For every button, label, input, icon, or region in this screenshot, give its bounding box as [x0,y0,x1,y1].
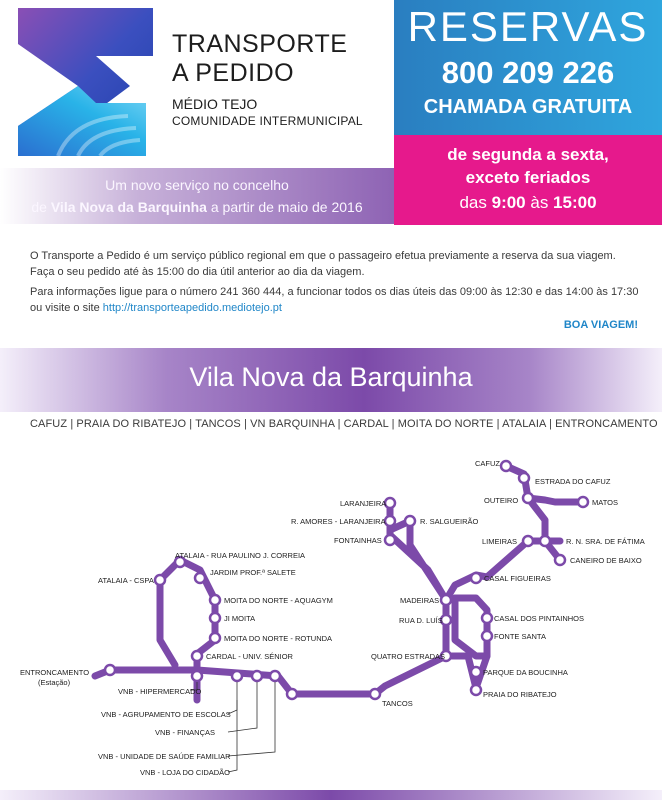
stop-label: ENTRONCAMENTO [20,668,90,677]
stop-marker [287,689,297,699]
stop-marker [482,631,492,641]
stop-marker [195,573,205,583]
stop-marker [441,595,451,605]
stop-label: CANEIRO DE BAIXO [570,556,642,565]
stop-label: CARDAL - UNIV. SÉNIOR [206,652,293,661]
stop-label: MOITA DO NORTE - AQUAGYM [224,596,333,605]
stop-label: RUA D. LUÍS [399,616,443,625]
stop-label: JARDIM PROF.ª SALETE [210,568,296,577]
stop-marker [482,613,492,623]
schedule-exception: exceto feriados [465,168,591,187]
sigma-logo-icon [18,8,158,160]
stop-label: MOITA DO NORTE - ROTUNDA [224,634,333,643]
stop-marker [105,665,115,675]
stop-label: (Estação) [38,678,71,687]
stop-label: LIMEIRAS [482,537,518,546]
stop-marker [385,498,395,508]
stop-marker [210,633,220,643]
schedule-days: de segunda a sexta, [447,145,609,164]
reservas-phone-number[interactable]: 800 209 226 [441,55,615,90]
stop-marker [252,671,262,681]
stop-label: CASAL FIGUEIRAS [484,574,551,583]
stop-marker [210,595,220,605]
stops-summary: CAFUZ | PRAIA DO RIBATEJO | TANCOS | VN BARQUINHA | CARDAL | MOITA DO NORTE | ATALAIA | ENTRONCAMENTO [30,418,658,430]
new-service-line1: Um novo serviço no concelho [105,177,289,193]
stop-marker [540,536,550,546]
stop-label: OUTEIRO [484,496,519,505]
stop-marker [192,651,202,661]
stop-marker [471,573,481,583]
reservas-title: RESERVAS [407,3,649,50]
stop-label: VNB - FINANÇAS [155,728,216,737]
stop-marker [210,613,220,623]
municipality-band [0,348,662,412]
stop-marker [523,536,533,546]
stop-marker [370,689,380,699]
stop-label: ESTRADA DO CAFUZ [535,477,611,486]
reservas-free-call: CHAMADA GRATUITA [423,96,633,118]
stop-marker [523,493,533,503]
stop-label: VNB - AGRUPAMENTO DE ESCOLAS [101,710,231,719]
stop-label: LARANJEIRA [340,499,387,508]
stop-marker [232,671,242,681]
stop-label: CAFUZ [475,459,500,468]
stop-marker [192,671,202,681]
stop-label: FONTAINHAS [334,536,382,545]
stop-labels [20,459,645,777]
schedule-hours: das 9:00 às 15:00 [459,193,597,212]
reservas-panel [394,0,662,135]
stop-marker [471,685,481,695]
stop-label: FONTE SANTA [494,632,546,641]
stop-marker [270,671,280,681]
info-paragraph-2: Para informações ligue para o número 241 360 444, a funcionar todos os dias úteis das 09:00 às 12:30 e das 14:00 às 17:30 ou visite o site http://transporteapedido.mediotejo.pt [30,286,639,314]
stop-marker [155,575,165,585]
stop-label: QUATRO ESTRADAS [371,652,446,661]
stop-label: R. SALGUEIRÃO [420,517,479,526]
stop-label: JI MOITA [224,614,256,623]
brand-title-line2: A PEDIDO [172,59,295,87]
new-service-line2: de Vila Nova da Barquinha a partir de maio de 2016 [31,199,363,215]
brand-subtitle-region: MÉDIO TEJO [172,96,258,112]
brand-title-line1: TRANSPORTE [172,30,348,58]
stop-marker [555,555,565,565]
bottom-band [0,790,662,800]
stop-label: CASAL DOS PINTAINHOS [494,614,585,623]
municipality-title: Vila Nova da Barquinha [189,362,473,392]
new-service-banner [0,168,394,224]
stop-marker [501,461,511,471]
stop-marker [385,516,395,526]
stop-label: ATALAIA - RUA PAULINO J. CORREIA [175,551,306,560]
stop-label: VNB - HIPERMERCADO [118,687,202,696]
stop-label: TANCOS [382,699,413,708]
stop-marker [405,516,415,526]
stop-label: R. N. SRA. DE FÁTIMA [566,537,645,546]
stop-marker [519,473,529,483]
stop-label: R. AMORES - LARANJEIRA [291,517,386,526]
route-map [0,440,662,790]
info-paragraph-1: O Transporte a Pedido é um serviço público regional em que o passageiro efetua previamente a reserva da sua viagem. Faça o seu pedido até às 15:00 do dia útil anterior ao dia da viagem. [30,250,616,278]
closing-greeting: BOA VIAGEM! [563,319,638,331]
brand-subtitle-community: COMUNIDADE INTERMUNICIPAL [172,114,363,128]
stop-marker [578,497,588,507]
website-link[interactable]: http://transporteapedido.mediotejo.pt [102,302,282,314]
stop-label: MATOS [592,498,618,507]
stop-label: VNB - LOJA DO CIDADÃO [140,768,231,777]
stop-label: PARQUE DA BOUCINHA [483,668,568,677]
schedule-panel [394,135,662,225]
stop-label: PRAIA DO RIBATEJO [483,690,557,699]
stop-marker [385,535,395,545]
stop-label: ATALAIA - CSPA [98,576,154,585]
stop-marker [471,667,481,677]
stop-label: MADEIRAS [400,596,440,605]
stop-label: VNB - UNIDADE DE SAÚDE FAMILIAR [98,752,231,761]
